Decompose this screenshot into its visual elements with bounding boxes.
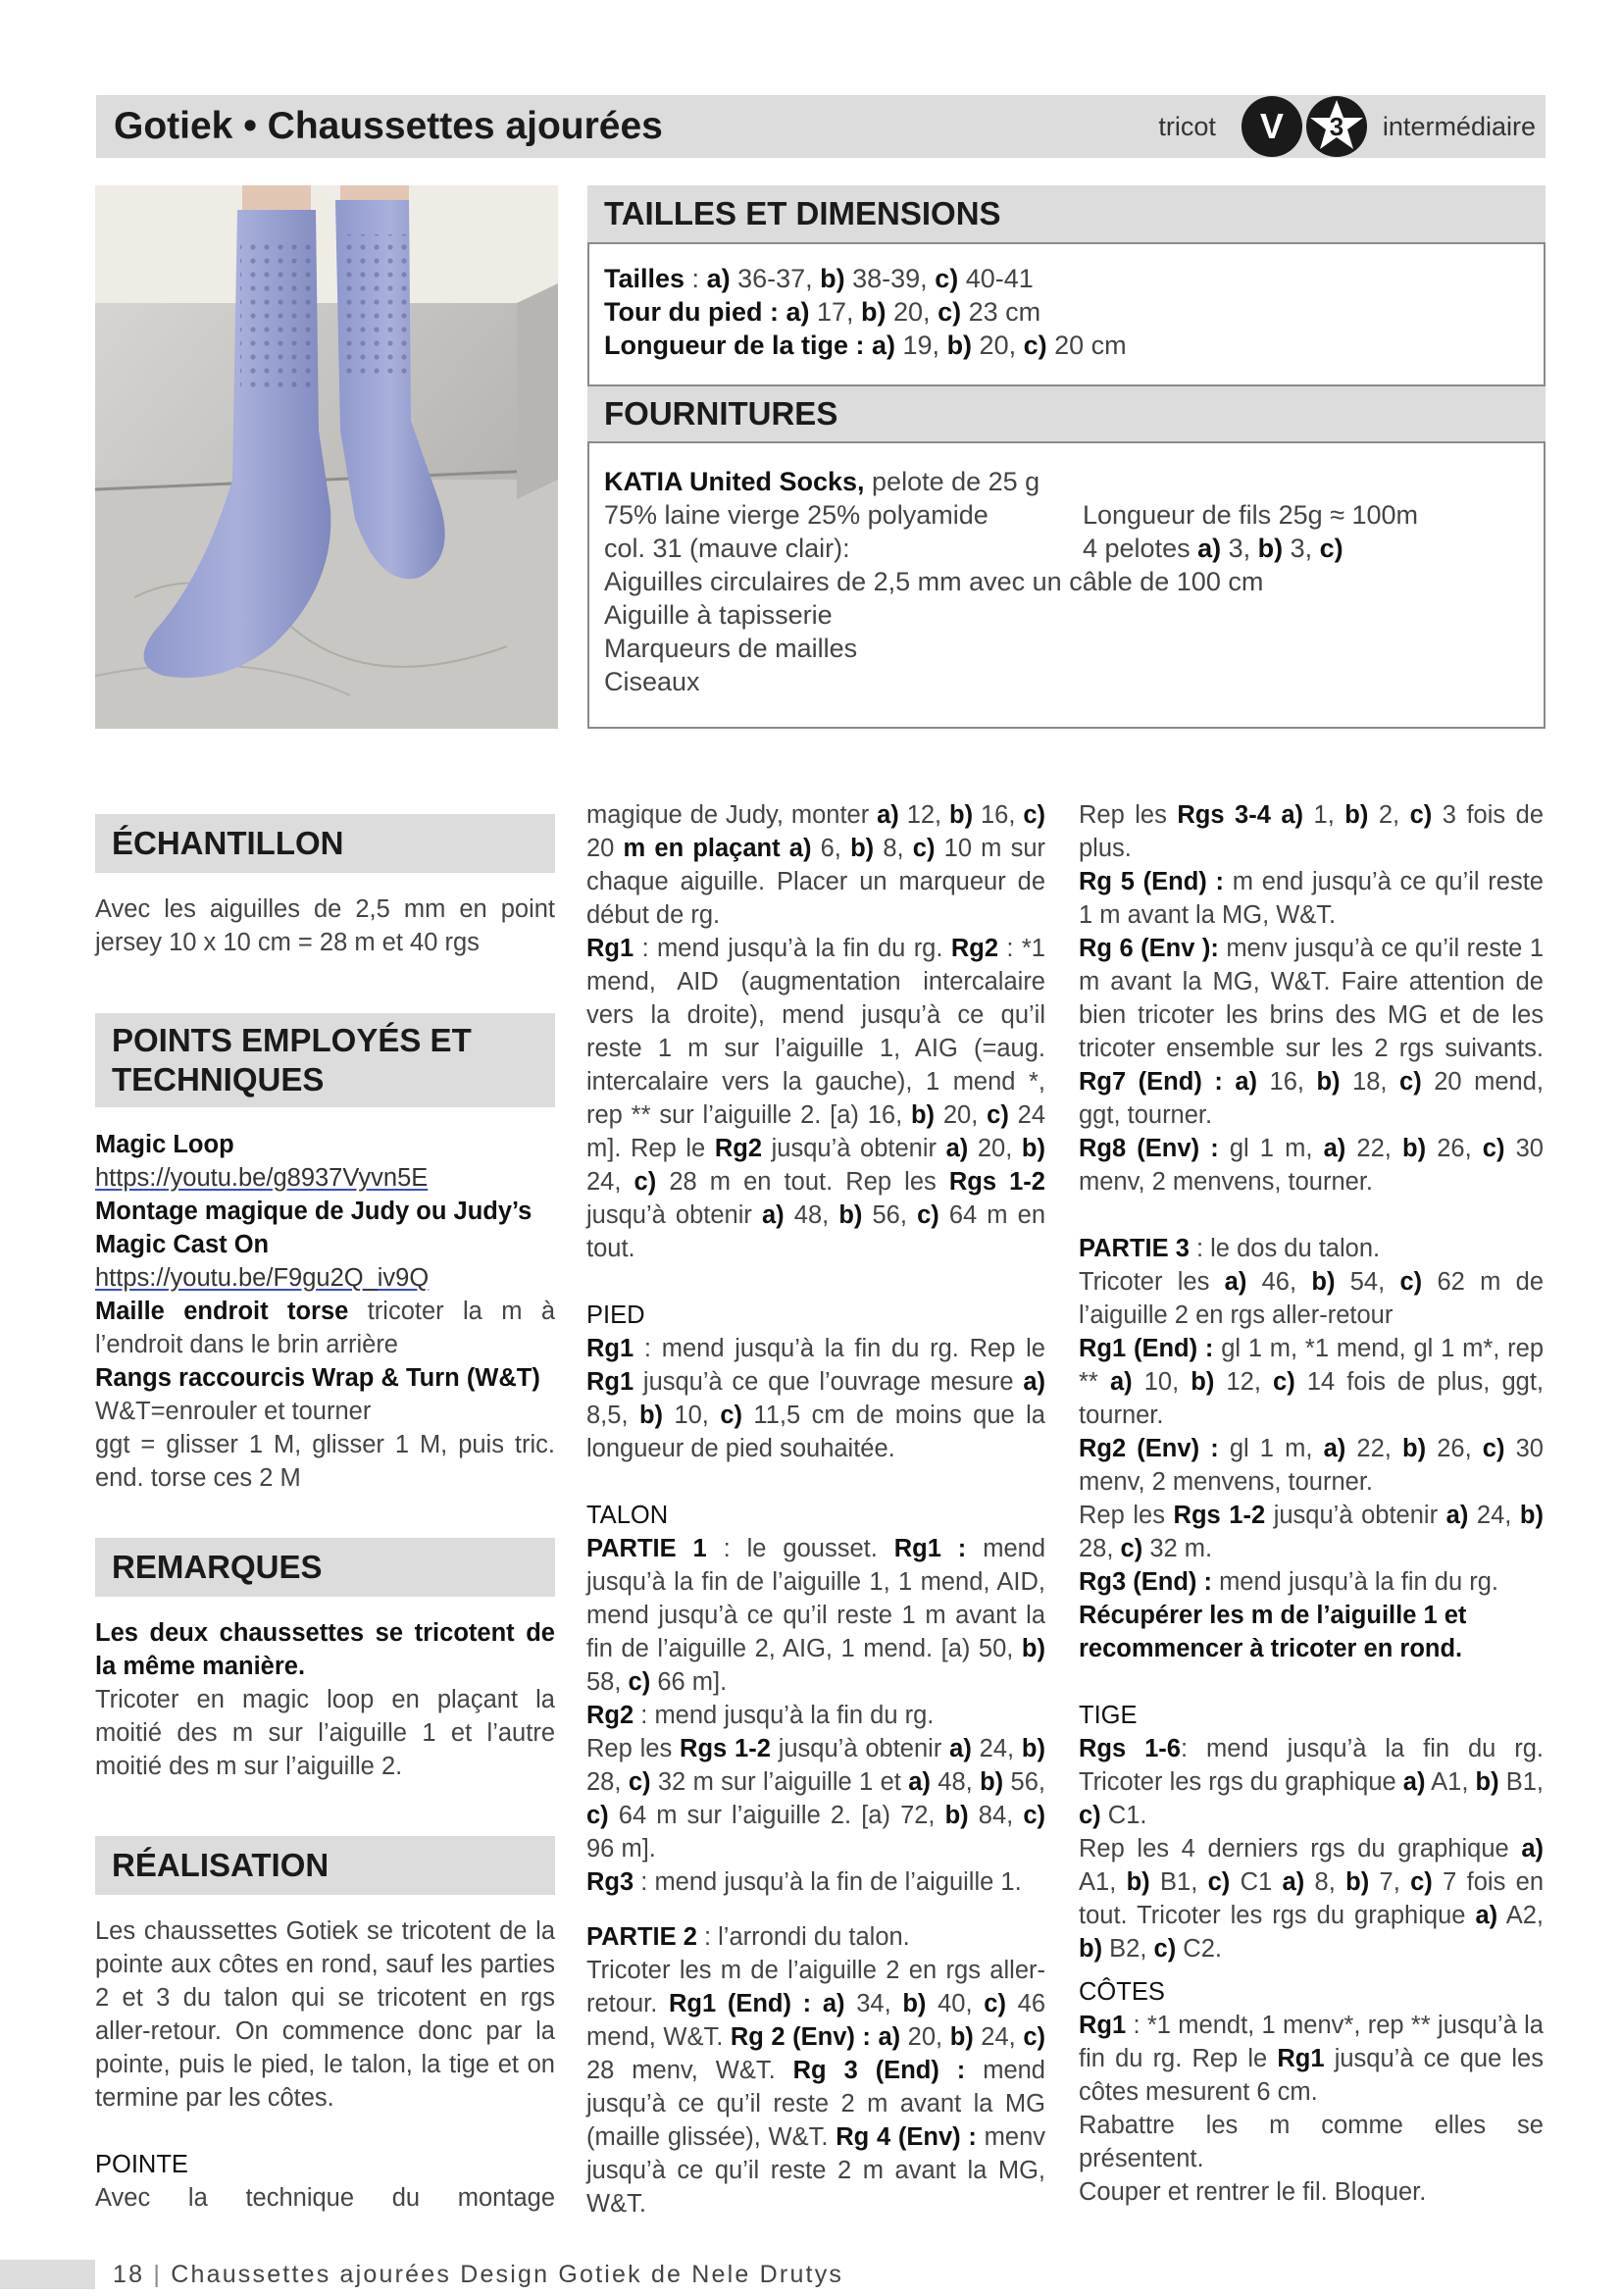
title-bar <box>96 95 1546 158</box>
section-heading-tailles: TAILLES ET DIMENSIONS <box>587 185 1546 242</box>
instruction-paragraph: Rg 5 (End) : m end jusqu’à ce qu’il reste 1 m avant la MG, W&T. <box>1079 868 1544 929</box>
technique-name: Montage magique de Judy ou Judy’s Magic Cast On <box>95 1198 532 1258</box>
yarn-color: col. 31 (mauve clair): <box>604 534 850 563</box>
level-label: intermédiaire <box>1382 111 1536 141</box>
pointe-heading: POINTE <box>95 2151 188 2178</box>
instruction-paragraph: Rep les Rgs 3-4 a) 1, b) 2, c) 3 fois de plus. <box>1079 801 1545 862</box>
section-heading-echantillon: ÉCHANTILLON <box>95 814 555 873</box>
talon-heading: TALON <box>586 1502 669 1529</box>
technique-name: Magic Loop <box>95 1131 234 1158</box>
tige-heading: TIGE <box>1079 1702 1138 1729</box>
instruction-paragraph: Rg1 : mend jusqu’à la fin du rg. Rg2 : *1 mend, AID (augmentation intercalaire vers la droite), mend jusqu’à ce qu’il reste 1 m sur l’aiguille 1, AIG (=aug. intercalaire vers la gauche), 1 mend *, rep ** sur l’aiguille 2. [a) 16, b) 20, c) 24 m]. Rep le Rg2 jusqu’à obtenir a) 20, b) 24, c) 28 m en tout. Rep les Rgs 1-2 jusqu’à obtenir a) 48, b) 56, c) 64 m en tout. <box>586 935 1046 1262</box>
section-heading-realisation: RÉALISATION <box>95 1836 555 1895</box>
sizes-line: Tailles : a) 36-37, b) 38-39, c) 40-41 <box>604 264 1034 293</box>
column-2 <box>586 798 1045 2220</box>
instruction-paragraph: Rep les Rgs 1-2 jusqu’à obtenir a) 24, b) 28, c) 32 m sur l’aiguille 1 et a) 48, b) 56, c) 64 m sur l’aiguille 2. [a) 72, b) 84, c) 96 m]. <box>586 1735 1045 1862</box>
yarn-quantity: 4 pelotes a) 3, b) 3, c) <box>1083 534 1343 563</box>
footer-bar <box>0 2260 95 2289</box>
instruction-paragraph: Rg8 (Env) : gl 1 m, a) 22, b) 26, c) 30 menv, 2 menvens, tourner. <box>1079 1135 1544 1196</box>
instruction-paragraph: PARTIE 3 : le dos du talon. <box>1079 1235 1381 1262</box>
column-3: Rep les Rgs 3-4 a) 1, b) 2, c) 3 fois de plus. Rg 5 (End) : m end jusqu’à ce qu’il reste 1 m avant la MG, W&T. Rg 6 (Env ): menv jusqu’à ce qu’il reste 1 m avant la MG, W&T. Faire attention de bien tricoter les brins des MG et de les tricoter ensemble sur les 2 rgs suivants. Rg7 (End) : a) 16, b) 18, c) 20 mend, ggt, tourner. Rg8 (Env) : gl 1 m, a) 22, b) 26, c) 30 menv, 2 menvens, tourner. PARTIE 3 : le dos du talon. Tricoter les a) 46, b) 54, c) 62 m de l’aiguille 2 en rgs aller-retour Rg1 (End) : gl 1 m, *1 mend, gl 1 m*, rep ** a) 10, b) 12, c) 14 fois de plus, ggt, tourner. Rg2 (Env) : gl 1 m, a) 22, b) 26, c) 30 menv, 2 menvens, tourner. Rep les Rgs 1-2 jusqu’à obtenir a) 24, b) 28, c) 32 m. Rg3 (End) : mend jusqu’à la fin du rg. Récupérer les m de l’aiguille 1 et recommencer à tricoter en rond. TIGE Rgs 1-6: mend jusqu’à la fin du rg. Tricoter les rgs du graphique a) A1, b) B1, c) C1. Rep les 4 derniers rgs du graphique a) A1, b) B1, c) C1 a) 8, b) 7, c) 7 fois en tout. Tricoter les rgs du graphique a) A2, b) B2, c) C2. CÔTES Rg1 : *1 mendt, 1 menv*, rep ** jusqu’à la fin du rg. Rep le Rg1 jusqu’à ce que les côtes mesurent 6 cm. Rabattre les m comme elles se présentent. Couper et rentrer le fil. Bloquer. <box>1079 798 1544 2209</box>
page-title: Gotiek • Chaussettes ajourées <box>114 105 663 147</box>
cotes-heading: CÔTES <box>1079 1978 1165 2006</box>
section-heading-fournitures: FOURNITURES <box>587 386 1546 441</box>
instruction-paragraph: Rgs 1-6: mend jusqu’à la fin du rg. Tricoter les rgs du graphique a) A1, b) B1, c) C1. <box>1079 1735 1544 1829</box>
instruction-paragraph: Rg2 : mend jusqu’à la fin du rg. <box>586 1702 935 1729</box>
page-number: 18 <box>113 2261 145 2288</box>
remarques-text: Les deux chaussettes se tricotent de la même manière. Tricoter en magic loop en plaçant la moitié des m sur l’aiguille 1 et l’autre moitié des m sur l’aiguille 2. <box>95 1619 555 1780</box>
judy-cast-on-link[interactable]: https://youtu.be/F9gu2Q_iv9Q <box>95 1264 430 1292</box>
instruction-paragraph: Rg 6 (Env ): menv jusqu’à ce qu’il reste 1 m avant la MG, W&T. Faire attention de bien tricoter les brins des MG et de les tricoter ensemble sur les 2 rgs suivants. Rg7 (End) : a) 16, b) 18, c) 20 mend, ggt, tourner. <box>1079 935 1545 1129</box>
realisation-text: Les chaussettes Gotiek se tricotent de la pointe aux côtes en rond, sauf les parties 2 et 3 du talon qui se tricotent en rgs aller-retour. On commence donc par la pointe, puis le pied, le talon, la tige et on termine par les côtes. POINTE Avec la technique du montage <box>95 1917 555 2212</box>
yarn-brand-line: KATIA United Socks, pelote de 25 g <box>604 467 1040 496</box>
pied-heading: PIED <box>586 1301 645 1329</box>
instruction-paragraph: Rg1 (End) : gl 1 m, *1 mend, gl 1 m*, rep ** a) 10, b) 12, c) 14 fois de plus, ggt, tourner. <box>1079 1335 1545 1429</box>
yarn-length: Longueur de fils 25g ≈ 100m <box>1083 500 1419 530</box>
craft-label: tricot <box>1158 111 1216 141</box>
instruction-paragraph: Récupérer les m de l’aiguille 1 et recommencer à tricoter en rond. <box>1079 1602 1467 1662</box>
yarn-composition: 75% laine vierge 25% polyamide <box>604 500 988 530</box>
leg-length-line: Longueur de la tige : a) 19, b) 20, c) 20 cm <box>604 331 1127 360</box>
supply-item: Aiguille à tapisserie <box>604 600 833 630</box>
page-footer: 18 | Chaussettes ajourées Design Gotiek de Nele Drutys <box>0 2258 1622 2293</box>
echantillon-text: Avec les aiguilles de 2,5 mm en point jersey 10 x 10 cm = 28 m et 40 rgs <box>95 895 555 956</box>
tailles-box <box>587 242 1546 386</box>
points-list: Magic Loop https://youtu.be/g8937Vyvn5E Montage magique de Judy ou Judy’s Magic Cast On https://youtu.be/F9gu2Q_iv9Q Maille endroit torse tricoter la m à l’endroit dans le brin arrière Rangs raccourcis Wrap & Turn (W&T) W&T=enrouler et tourner ggt = glisser 1 M, glisser 1 M, puis tric. end. torse ces 2 M <box>95 1131 556 1492</box>
section-heading-remarques: REMARQUES <box>95 1538 555 1597</box>
section-heading-points: POINTS EMPLOYÉS ET TECHNIQUES <box>95 1013 555 1107</box>
fournitures-box <box>587 441 1546 729</box>
instruction-paragraph: Rg1 : mend jusqu’à la fin du rg. Rep le Rg1 jusqu’à ce que l’ouvrage mesure a) 8,5, b) 10, c) 11,5 cm de moins que la longueur de pied souhaitée. <box>586 1335 1045 1462</box>
level-indicator <box>1158 95 1536 158</box>
footer-text: Chaussettes ajourées Design Gotiek de Nele Drutys <box>171 2261 844 2288</box>
instruction-paragraph: Rep les Rgs 1-2 jusqu’à obtenir a) 24, b) 28, c) 32 m. <box>1079 1502 1544 1562</box>
supply-item: Marqueurs de mailles <box>604 634 858 663</box>
instruction-paragraph: Rep les 4 derniers rgs du graphique a) A1, b) B1, c) C1 a) 8, b) 7, c) 7 fois en tout. Tricoter les rgs du graphique a) A2, b) B2, c) C2. <box>1079 1835 1544 1963</box>
magic-loop-link[interactable]: https://youtu.be/g8937Vyvn5E <box>95 1164 429 1192</box>
star-level-icon: 3 <box>1306 96 1367 157</box>
instruction-paragraph: PARTIE 2 : l’arrondi du talon. <box>586 1923 910 1951</box>
instruction-paragraph: Tricoter les a) 46, b) 54, c) 62 m de l’aiguille 2 en rgs aller-retour <box>1079 1268 1544 1329</box>
supply-item: Ciseaux <box>604 667 700 696</box>
technique-name: Rangs raccourcis Wrap & Turn (W&T) <box>95 1364 540 1392</box>
instruction-paragraph: Rg3 (End) : mend jusqu’à la fin du rg. <box>1079 1568 1498 1596</box>
knitting-v-icon: V <box>1242 96 1302 157</box>
instruction-paragraph: Rg2 (Env) : gl 1 m, a) 22, b) 26, c) 30 menv, 2 menvens, tourner. <box>1079 1435 1544 1496</box>
instruction-paragraph: Rg1 : *1 mendt, 1 menv*, rep ** jusqu’à la fin du rg. Rep le Rg1 jusqu’à ce que les côtes mesurent 6 cm. <box>1079 2012 1544 2106</box>
instruction-paragraph: Rg3 : mend jusqu’à la fin de l’aiguille 1. <box>586 1868 1022 1896</box>
instruction-paragraph: Tricoter les m de l’aiguille 2 en rgs aller-retour. Rg1 (End) : a) 34, b) 40, c) 46 mend, W&T. Rg 2 (Env) : a) 20, b) 24, c) 28 menv, W&T. Rg 3 (End) : mend jusqu’à ce qu’il reste 2 m avant la MG (maille glissée), W&T. Rg 4 (Env) : menv jusqu’à ce qu’il reste 2 m avant la MG, W&T. <box>586 1957 1046 2218</box>
instruction-paragraph: PARTIE 1 : le gousset. Rg1 : mend jusqu’à la fin de l’aiguille 1, 1 mend, AID, mend jusqu’à ce qu’il reste 1 m avant la fin de l’aiguille 2, AIG, 1 mend. [a) 50, b) 58, c) 66 m]. <box>586 1535 1046 1696</box>
technique-name: Maille endroit torse <box>95 1298 349 1325</box>
supply-item: Aiguilles circulaires de 2,5 mm avec un câble de 100 cm <box>604 567 1264 596</box>
foot-circumference-line: Tour du pied : a) 17, b) 20, c) 23 cm <box>604 297 1041 327</box>
instruction-paragraph: magique de Judy, monter a) 12, b) 16, c) 20 m en plaçant a) 6, b) 8, c) 10 m sur chaque aiguille. Placer un marqueur de début de rg. <box>586 801 1046 929</box>
socks-photo <box>95 185 558 729</box>
